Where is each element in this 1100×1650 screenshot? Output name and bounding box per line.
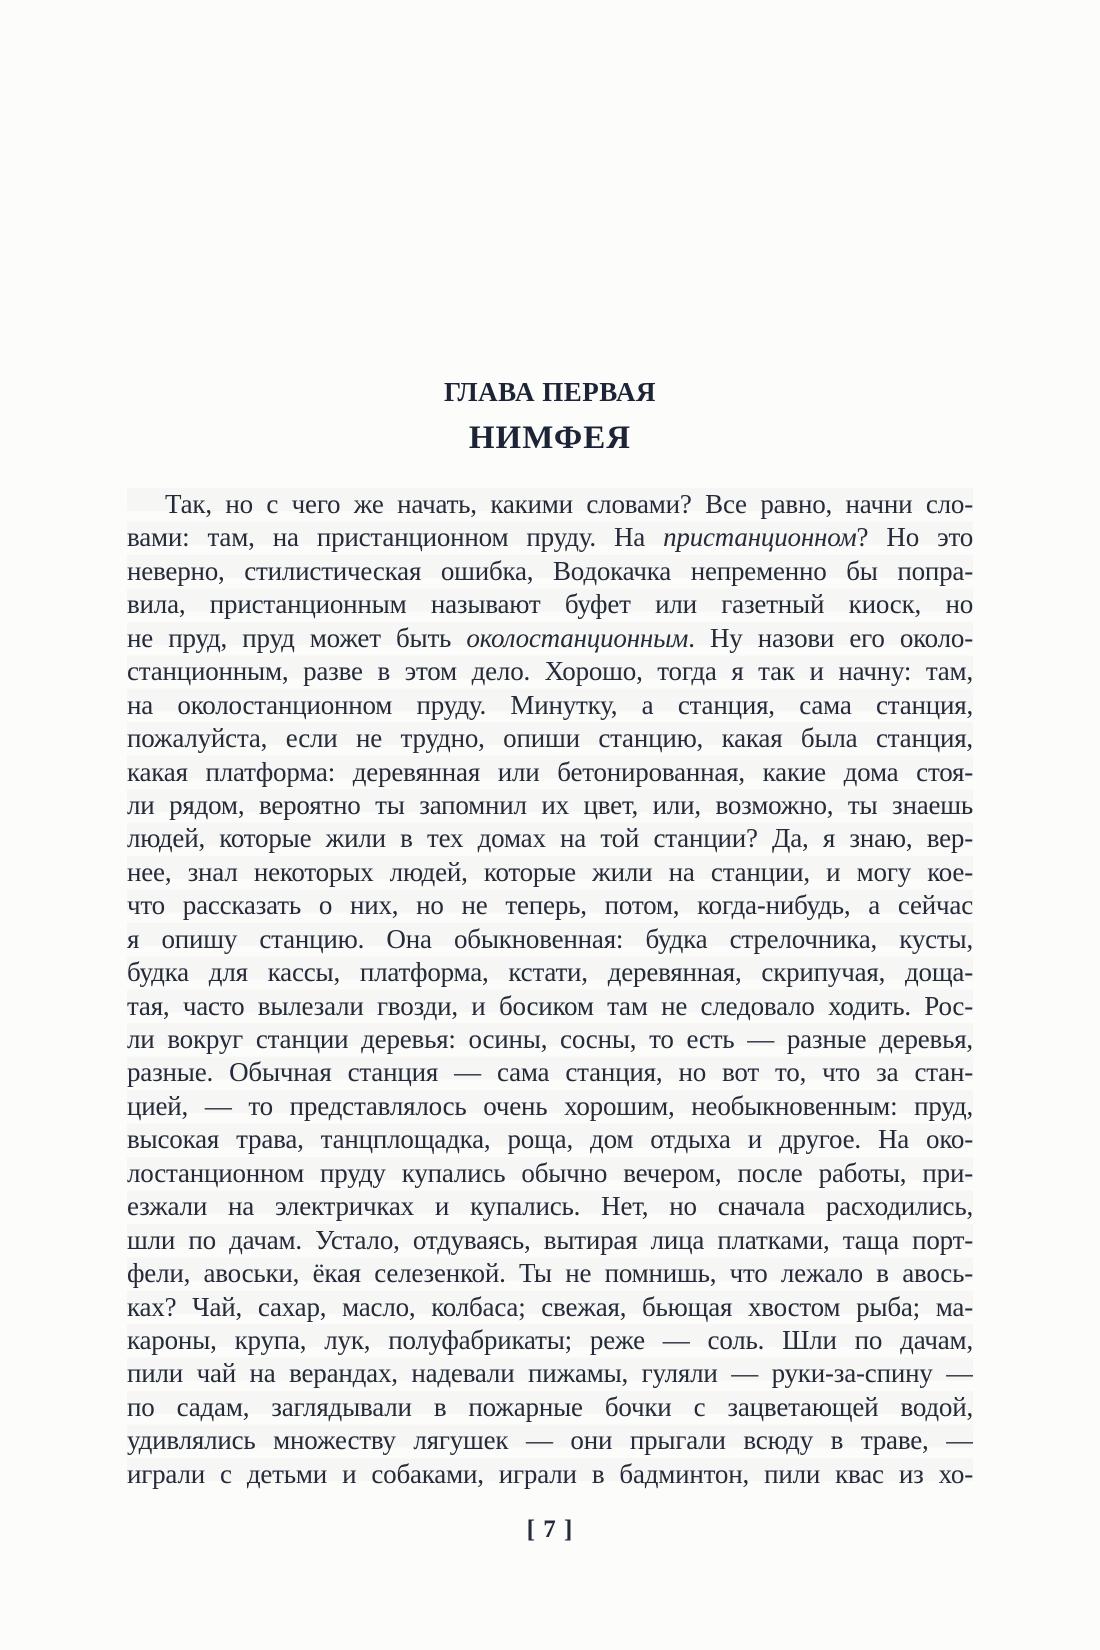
text-line: вила, пристанционным называют буфет или газетный киоск, но (127, 589, 973, 620)
text-line: по садам, заглядывали в пожарные бочки с зацветающей водой, (127, 1391, 973, 1422)
text-line: я опишу станцию. Она обыкновенная: будка стрелочника, кусты, (127, 923, 973, 954)
chapter-label: ГЛАВА ПЕРВАЯ (443, 377, 657, 407)
text-line: нее, знал некоторых людей, которые жили на станции, и могу кое- (127, 856, 973, 887)
text-line: высокая трава, танцплощадка, роща, дом отдыха и другое. На око- (127, 1124, 973, 1155)
chapter-heading (0, 377, 1100, 457)
page-number: [ 7 ] (526, 1516, 574, 1543)
italic-phrase: пристанционном (663, 522, 857, 553)
text-line: ли рядом, вероятно ты запомнил их цвет, или, возможно, ты знаешь (127, 789, 973, 820)
text-line: разные. Обычная станция — сама станция, но вот то, что за стан- (127, 1057, 973, 1088)
text-line: фели, авоськи, ёкая селезенкой. Ты не помнишь, что лежало в авось- (127, 1258, 973, 1289)
text-line: шли по дачам. Устало, отдуваясь, вытирая лица платками, таща порт- (127, 1224, 973, 1255)
text-line: удивлялись множеству лягушек — они прыгали всюду в траве, — (127, 1425, 973, 1456)
italic-phrase: околостанционным (466, 622, 689, 653)
text-line: ли вокруг станции деревья: осины, сосны, то есть — разные деревья, (127, 1024, 973, 1054)
text-line: пожалуйста, если не трудно, опиши станцию, какая была станция, (127, 723, 973, 754)
text-line: что рассказать о них, но не теперь, потом, когда-нибудь, а сейчас (127, 890, 973, 921)
text-line: людей, которые жили в тех домах на той станции? Да, я знаю, вер- (127, 823, 973, 854)
body-text (127, 488, 973, 1491)
text-line: Так, но с чего же начать, какими словами? Все равно, начни сло- (165, 489, 973, 519)
chapter-title: НИМФЕЯ (468, 420, 632, 456)
text-line: вами: там, на пристанционном пруду. На пристанционном? Но это (127, 522, 973, 553)
text-line: лостанционном пруду купались обычно вечером, после работы, при- (127, 1157, 973, 1188)
text-line: цией, — то представлялось очень хорошим, необыкновенным: пруд, (127, 1090, 973, 1121)
text-line: ках? Чай, сахар, масло, колбаса; свежая, бьющая хвостом рыба; ма- (127, 1291, 973, 1322)
text-line: станционным, разве в этом дело. Хорошо, тогда я так и начну: там, (127, 656, 973, 687)
text-line: пили чай на верандах, надевали пижамы, гуляли — руки-за-спину — (127, 1358, 973, 1389)
text-line: неверно, стилистическая ошибка, Водокачка непременно бы попра- (127, 555, 973, 586)
text-line: езжали на электричках и купались. Нет, но сначала расходились, (127, 1191, 973, 1222)
text-line: тая, часто вылезали гвозди, и босиком там не следовало ходить. Рос- (127, 990, 973, 1021)
text-line: будка для кассы, платформа, кстати, деревянная, скрипучая, доща- (127, 957, 973, 988)
text-line: какая платформа: деревянная или бетонированная, какие дома стоя- (127, 756, 973, 787)
text-line: играли с детьми и собаками, играли в бадминтон, пили квас из хо- (127, 1458, 973, 1489)
text-line: на околостанционном пруду. Минутку, а станция, сама станция, (127, 689, 973, 720)
text-line: кароны, крупа, лук, полуфабрикаты; реже — соль. Шли по дачам, (127, 1324, 973, 1355)
text-line: не пруд, пруд может быть околостанционным. Ну назови его около- (127, 622, 973, 653)
